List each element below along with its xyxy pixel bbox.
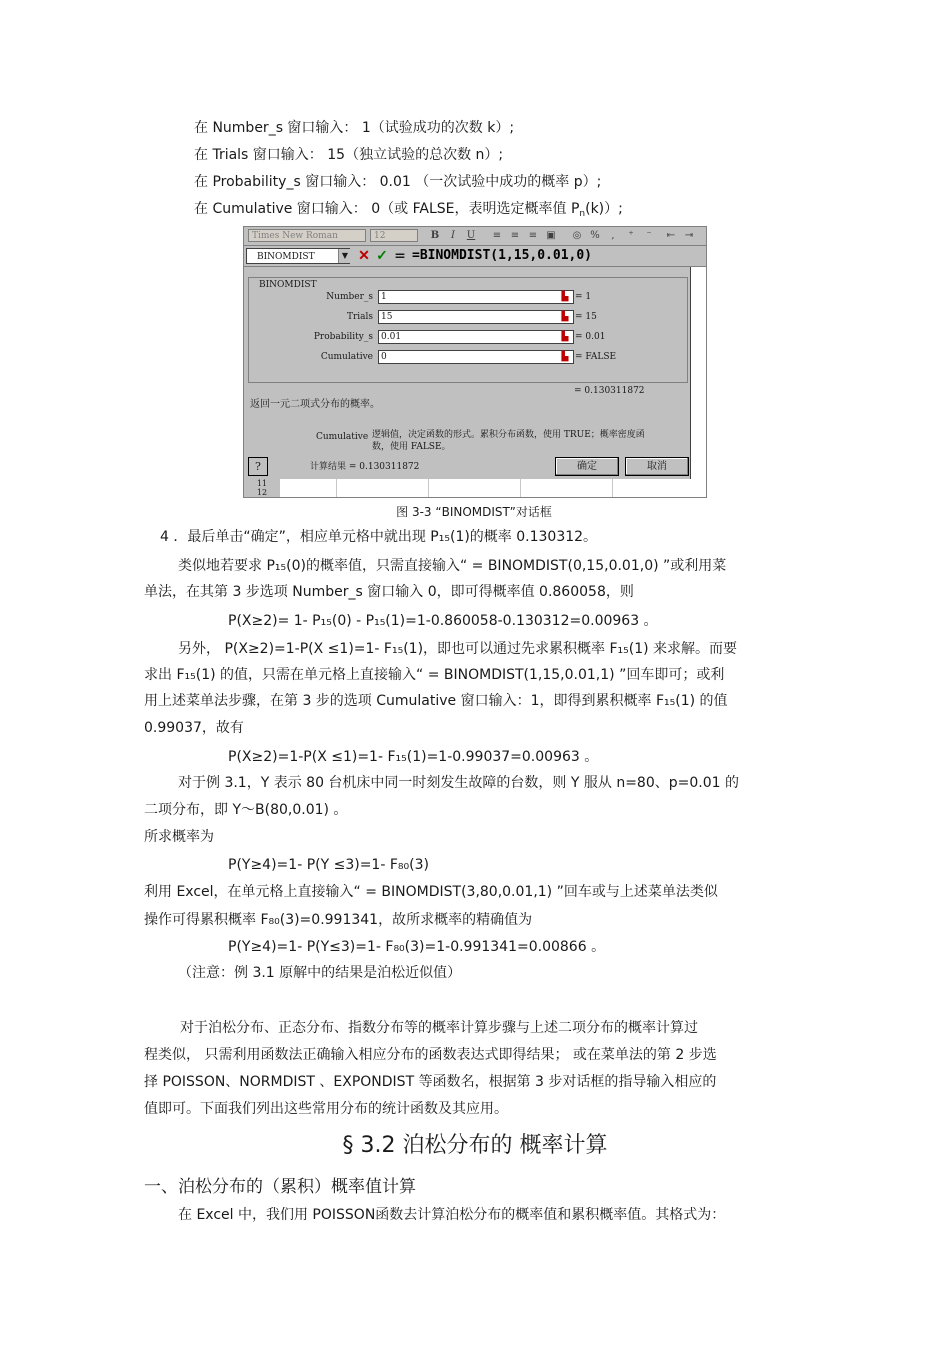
grid-line — [612, 479, 613, 497]
section-title: § 3.2 泊松分布的 概率计算 — [342, 1133, 608, 1158]
subsection-title: 一、泊松分布的（累积）概率值计算 — [144, 1177, 416, 1197]
collapse-dialog-icon[interactable]: ▙ — [561, 332, 569, 342]
italic-button[interactable]: I — [451, 230, 455, 241]
merge-icon[interactable]: ▣ — [546, 230, 556, 241]
collapse-dialog-icon[interactable]: ▙ — [561, 312, 569, 322]
probability-s-input[interactable]: 0.01 — [378, 330, 574, 344]
align-right-icon[interactable]: ≡ — [528, 230, 538, 241]
bold-button[interactable]: B — [430, 230, 440, 241]
paragraph-step4: 4 ．最后单击“确定”，相应单元格中就出现 P₁₅(1)的概率 0.130312。 — [160, 529, 598, 545]
increase-decimal-icon[interactable]: ⁺ — [628, 230, 634, 241]
indent-icon[interactable]: ⇤ — [666, 230, 676, 241]
align-left-icon[interactable]: ≡ — [492, 230, 502, 241]
paragraph-example-a: 对于例 3.1，Y 表示 80 台机床中同一时刻发生故障的台数，则 Y 服从 n=80、p=0.01 的 — [178, 775, 739, 791]
argument-help-label: Cumulative — [316, 432, 369, 442]
name-box-text: BINOMDIST — [257, 252, 315, 262]
spreadsheet-rows — [244, 479, 706, 497]
instruction-cumulative — [194, 200, 623, 223]
sheet-column-edge — [691, 267, 706, 479]
outdent-icon[interactable]: ⇥ — [684, 230, 694, 241]
paragraph-example-b: 二项分布，即 Y～B(80,0.01) 。 — [144, 802, 348, 818]
edit-formula-button[interactable]: = — [394, 248, 406, 264]
paragraph-other-a: 对于泊松分布、正态分布、指数分布等的概率计算步骤与上述二项分布的概率计算过 — [180, 1020, 698, 1036]
paragraph-cumulative-c: 用上述菜单法步骤，在第 3 步的选项 Cumulative 窗口输入：1，即得到累积概率 F₁₅(1) 的值 — [144, 693, 728, 709]
collapse-dialog-icon[interactable]: ▙ — [561, 292, 569, 302]
formula-result: = 0.130311872 — [574, 386, 645, 396]
paragraph-example-c: 所求概率为 — [144, 829, 214, 845]
decrease-decimal-icon[interactable]: ⁻ — [646, 230, 652, 241]
collapse-dialog-icon[interactable]: ▙ — [561, 352, 569, 362]
font-name: Times New Roman — [252, 231, 338, 241]
excel-dialog-screenshot — [243, 226, 707, 498]
note: （注意：例 3.1 原解中的结果是泊松近似值） — [178, 965, 462, 981]
cancel-formula-button[interactable]: ✕ — [358, 248, 370, 264]
instruction-number-s: 在 Number_s 窗口输入： 1（试验成功的次数 k）; — [194, 120, 515, 136]
grid-line — [336, 479, 337, 497]
toolbar — [244, 227, 706, 246]
currency-icon[interactable]: ◎ — [572, 230, 582, 241]
paragraph-p15-0-a: 类似地若要求 P₁₅(0)的概率值，只需直接输入“ = BINOMDIST(0,15,0.01,0) ”或利用菜 — [178, 558, 727, 574]
ok-button[interactable]: 确定 — [555, 457, 619, 476]
function-description: 返回一元二项式分布的概率。 — [250, 399, 380, 410]
argument-help-line1: 逻辑值，决定函数的形式。累积分布函数，使用 TRUE；概率密度函 — [372, 430, 645, 440]
figure-caption: 图 3-3 “BINOMDIST”对话框 — [396, 505, 552, 519]
formula-input[interactable]: =BINOMDIST(1,15,0.01,0) — [412, 248, 593, 263]
instruction-cumulative-text: 在 Cumulative 窗口输入： 0（或 FALSE，表明选定概率值 P — [194, 201, 580, 217]
chevron-down-icon[interactable]: ▼ — [338, 249, 351, 263]
cancel-button[interactable]: 取消 — [625, 457, 689, 476]
cumulative-label: Cumulative — [320, 352, 373, 362]
underline-button[interactable]: U — [466, 230, 476, 241]
paragraph-excel-b: 操作可得累积概率 F₈₀(3)=0.991341，故所求概率的精确值为 — [144, 912, 533, 928]
comma-button[interactable]: , — [611, 230, 615, 241]
number-s-result: = 1 — [575, 292, 592, 302]
grid-line — [428, 479, 429, 497]
formula-bar — [244, 246, 706, 267]
paragraph-cumulative-a: 另外， P(X≥2)=1-P(X ≤1)=1- F₁₅(1)，即也可以通过先求累积概率 F₁₅(1) 来求解。而要 — [178, 641, 738, 657]
paragraph-other-b: 程类似， 只需利用函数法正确输入相应分布的函数表达式即得结果； 或在菜单法的第 2 步选 — [144, 1047, 717, 1063]
name-box[interactable] — [246, 248, 350, 264]
formula-4: P(Y≥4)=1- P(Y≤3)=1- F₈₀(3)=1-0.991341=0.00866 。 — [228, 939, 606, 955]
trials-label: Trials — [346, 312, 373, 322]
probability-s-result: = 0.01 — [575, 332, 606, 342]
calculation-result: 计算结果 = 0.130311872 — [310, 462, 420, 472]
paragraph-poisson: 在 Excel 中，我们用 POISSON函数去计算泊松分布的概率值和累积概率值。其格式为： — [178, 1207, 726, 1223]
formula-3: P(Y≥4)=1- P(Y ≤3)=1- F₈₀(3) — [228, 857, 429, 873]
paragraph-other-d: 值即可。下面我们列出这些常用分布的统计函数及其应用。 — [144, 1101, 508, 1117]
formula-2: P(X≥2)=1-P(X ≤1)=1- F₁₅(1)=1-0.99037=0.00963 。 — [228, 749, 599, 765]
probability-s-label: Probability_s — [313, 332, 373, 342]
function-arguments-dialog — [244, 267, 691, 480]
font-select[interactable] — [248, 229, 366, 242]
paragraph-other-c: 择 POISSON、NORMDIST 、EXPONDIST 等函数名，根据第 3 步对话框的指导输入相应的 — [144, 1074, 717, 1090]
grid-line — [520, 479, 521, 497]
size-select[interactable] — [370, 229, 418, 242]
row-header-12[interactable]: 12 — [244, 488, 280, 498]
instruction-cumulative-sub: n — [579, 209, 586, 219]
instruction-probability: 在 Probability_s 窗口输入： 0.01 （一次试验中成功的概率 p）; — [194, 174, 602, 190]
number-s-label: Number_s — [326, 292, 373, 302]
instruction-trials: 在 Trials 窗口输入： 15（独立试验的总次数 n）; — [194, 147, 504, 163]
trials-input[interactable]: 15 — [378, 310, 574, 324]
cumulative-input[interactable]: 0 — [378, 350, 574, 364]
paragraph-excel-a: 利用 Excel，在单元格上直接输入“ = BINOMDIST(3,80,0.01,1) ”回车或与上述菜单法类似 — [144, 884, 718, 900]
instruction-cumulative-tail: (k)）; — [585, 201, 623, 217]
percent-button[interactable]: % — [590, 230, 600, 241]
paragraph-cumulative-d: 0.99037，故有 — [144, 720, 244, 736]
paragraph-p15-0-b: 单法，在其第 3 步选项 Number_s 窗口输入 0，即可得概率值 0.860058，则 — [144, 584, 634, 600]
trials-result: = 15 — [575, 312, 597, 322]
formula-1: P(X≥2)= 1- P₁₅(0) - P₁₅(1)=1-0.860058-0.130312=0.00963 。 — [228, 613, 658, 629]
number-s-input[interactable]: 1 — [378, 290, 574, 304]
dialog-title: BINOMDIST — [259, 280, 317, 290]
help-button[interactable]: ? — [248, 457, 268, 476]
font-size: 12 — [374, 231, 386, 241]
argument-help-line2: 数，使用 FALSE。 — [372, 442, 451, 452]
paragraph-cumulative-b: 求出 F₁₅(1) 的值，只需在单元格上直接输入“ = BINOMDIST(1,15,0.01,1) ”回车即可；或利 — [144, 667, 725, 683]
align-center-icon[interactable]: ≡ — [510, 230, 520, 241]
confirm-formula-button[interactable]: ✓ — [376, 248, 388, 264]
cumulative-result: = FALSE — [575, 352, 617, 362]
row-header-11[interactable]: 11 — [244, 479, 280, 489]
arguments-group — [248, 277, 688, 383]
